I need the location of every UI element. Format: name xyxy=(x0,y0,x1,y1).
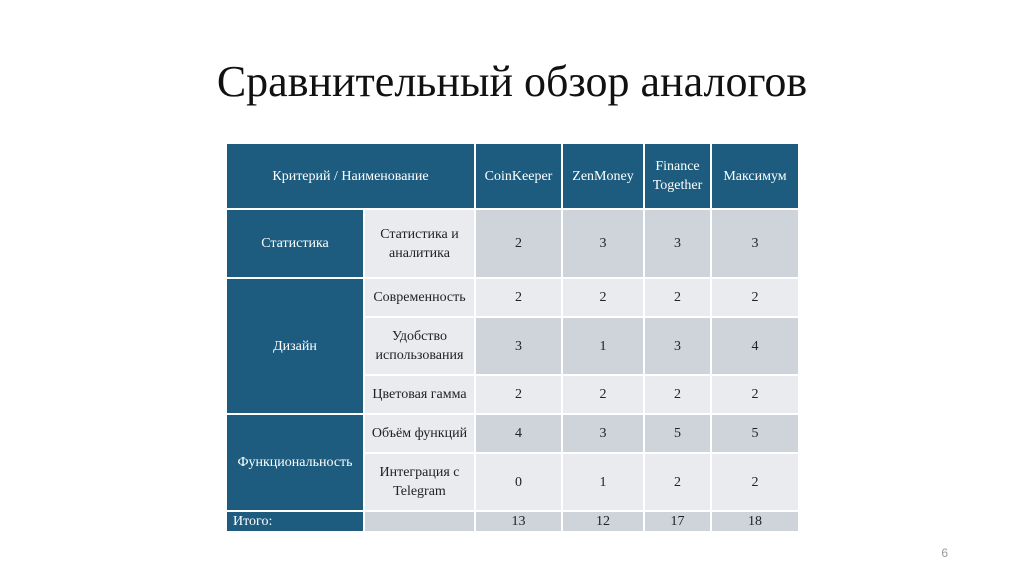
total-blank-cell xyxy=(364,511,475,532)
value-cell: 1 xyxy=(562,453,644,511)
table-row xyxy=(226,209,799,278)
slide-title: Сравнительный обзор аналогов xyxy=(216,57,808,106)
total-label: Итого: xyxy=(226,511,364,532)
header-maximum: Максимум xyxy=(711,143,799,209)
value-cell: 2 xyxy=(644,453,711,511)
table-header-row xyxy=(226,143,799,209)
header-coinkeeper: CoinKeeper xyxy=(475,143,562,209)
total-value: 13 xyxy=(475,511,562,532)
value-cell: 3 xyxy=(644,209,711,278)
total-value: 17 xyxy=(644,511,711,532)
header-finance-together: Finance Together xyxy=(644,143,711,209)
value-cell: 3 xyxy=(562,414,644,453)
value-cell: 3 xyxy=(711,209,799,278)
value-cell: 2 xyxy=(711,453,799,511)
criterion-cell: Удобство использования xyxy=(364,317,475,375)
value-cell: 2 xyxy=(711,278,799,317)
group-functionality: Функциональность xyxy=(226,414,364,511)
value-cell: 0 xyxy=(475,453,562,511)
value-cell: 3 xyxy=(562,209,644,278)
table-row xyxy=(226,278,799,317)
value-cell: 2 xyxy=(475,209,562,278)
total-value: 18 xyxy=(711,511,799,532)
value-cell: 4 xyxy=(475,414,562,453)
total-row xyxy=(226,511,799,532)
comparison-table xyxy=(225,142,800,533)
group-statistics: Статистика xyxy=(226,209,364,278)
header-zenmoney: ZenMoney xyxy=(562,143,644,209)
page-number: 6 xyxy=(941,546,948,560)
criterion-cell: Цветовая гамма xyxy=(364,375,475,414)
value-cell: 2 xyxy=(711,375,799,414)
criterion-cell: Объём функций xyxy=(364,414,475,453)
criterion-cell: Интеграция с Telegram xyxy=(364,453,475,511)
value-cell: 2 xyxy=(644,278,711,317)
value-cell: 2 xyxy=(562,278,644,317)
criterion-cell: Статистика и аналитика xyxy=(364,209,475,278)
value-cell: 5 xyxy=(711,414,799,453)
table-row xyxy=(226,414,799,453)
value-cell: 2 xyxy=(644,375,711,414)
header-criteria: Критерий / Наименование xyxy=(226,143,475,209)
value-cell: 4 xyxy=(711,317,799,375)
value-cell: 3 xyxy=(475,317,562,375)
value-cell: 2 xyxy=(475,278,562,317)
total-value: 12 xyxy=(562,511,644,532)
value-cell: 2 xyxy=(562,375,644,414)
criterion-cell: Современность xyxy=(364,278,475,317)
value-cell: 2 xyxy=(475,375,562,414)
value-cell: 3 xyxy=(644,317,711,375)
value-cell: 1 xyxy=(562,317,644,375)
group-design: Дизайн xyxy=(226,278,364,414)
value-cell: 5 xyxy=(644,414,711,453)
